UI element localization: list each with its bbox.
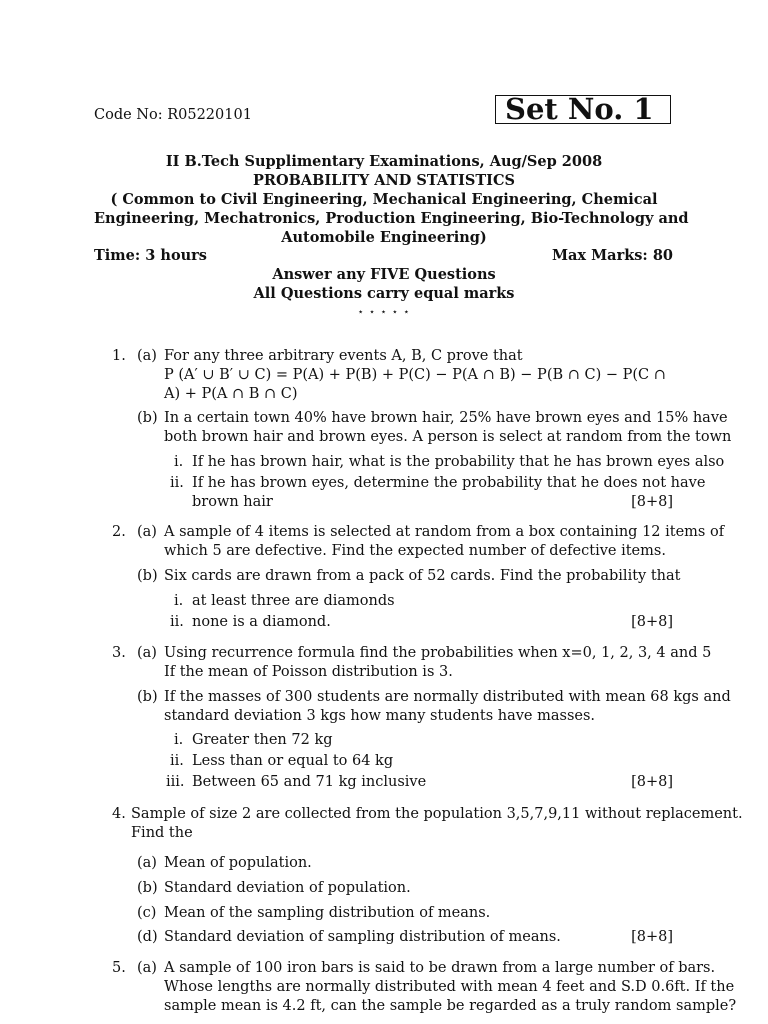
q4-line-1: Sample of size 2 are collected from the population 3,5,7,9,11 without replacement. xyxy=(131,806,743,822)
q5-a-line-3: sample mean is 4.2 ft, can the sample be regarded as a truly random sample? xyxy=(164,998,737,1014)
q1-b-line-1: In a certain town 40% have brown hair, 25% have brown eyes and 15% have xyxy=(164,410,728,426)
q4-c-label: (c) xyxy=(137,905,157,921)
q1-a-line-3: A) + P(A ∩ B ∩ C) xyxy=(164,386,298,402)
instruction-1: Answer any FIVE Questions xyxy=(272,266,496,283)
q1-b-line-2: both brown hair and brown eyes. A person is select at random from the town xyxy=(164,429,732,445)
q2-b-line-1: Six cards are drawn from a pack of 52 cards. Find the probability that xyxy=(164,568,681,584)
q3-b-label: (b) xyxy=(137,689,158,705)
q1-a-line-1: For any three arbitrary events A, B, C prove that xyxy=(164,348,523,364)
common-line-2: Engineering, Mechatronics, Production Engineering, Bio-Technology and xyxy=(94,210,689,227)
q5-number: 5. xyxy=(112,960,126,976)
q4-d-label: (d) xyxy=(137,929,158,945)
q1-a-line-2: P (A′ ∪ B′ ∪ C) = P(A) + P(B) + P(C) − P(A ∩ B) − P(B ∩ C) − P(C ∩ xyxy=(164,367,666,383)
q2-a-line-2: which 5 are defective. Find the expected number of defective items. xyxy=(164,543,666,559)
common-line-3: Automobile Engineering) xyxy=(281,229,487,246)
set-number-label: Set No. 1 xyxy=(505,92,654,126)
q4-d-text: Standard deviation of sampling distribution of means. xyxy=(164,929,561,945)
q3-a-line-1: Using recurrence formula find the probabilities when x=0, 1, 2, 3, 4 and 5 xyxy=(164,645,712,661)
q3-b-line-2: standard deviation 3 kgs how many students have masses. xyxy=(164,708,596,724)
common-line-1: ( Common to Civil Engineering, Mechanical Engineering, Chemical xyxy=(110,191,658,208)
q3-b-ii-text: Less than or equal to 64 kg xyxy=(192,753,394,769)
q4-line-2: Find the xyxy=(131,825,193,841)
q3-a-line-2: If the mean of Poisson distribution is 3. xyxy=(164,664,453,680)
q1-marks: [8+8] xyxy=(631,494,673,510)
code-number: Code No: R05220101 xyxy=(94,107,252,123)
q4-a-label: (a) xyxy=(137,855,157,871)
q5-a-line-1: A sample of 100 iron bars is said to be drawn from a large number of bars. xyxy=(164,960,716,976)
q1-number: 1. xyxy=(112,348,126,364)
time-label: Time: 3 hours xyxy=(94,247,207,264)
q4-c-text: Mean of the sampling distribution of means. xyxy=(164,905,491,921)
q2-a-line-1: A sample of 4 items is selected at random from a box containing 12 items of xyxy=(164,524,725,540)
q4-marks: [8+8] xyxy=(631,929,673,945)
max-marks-label: Max Marks: 80 xyxy=(551,247,673,264)
q1-a-label: (a) xyxy=(137,348,157,364)
q3-number: 3. xyxy=(112,645,126,661)
star-separator: ⋆ ⋆ ⋆ ⋆ ⋆ xyxy=(357,307,411,318)
q3-marks: [8+8] xyxy=(631,774,673,790)
q2-number: 2. xyxy=(112,524,126,540)
q2-b-i-label: i. xyxy=(174,593,184,609)
q1-b-ii-line-2: brown hair xyxy=(192,494,273,510)
q5-a-line-2: Whose lengths are normally distributed with mean 4 feet and S.D 0.6ft. If the xyxy=(164,979,735,995)
q4-b-text: Standard deviation of population. xyxy=(164,880,411,896)
q1-b-i-label: i. xyxy=(174,454,184,470)
q3-b-i-text: Greater then 72 kg xyxy=(192,732,333,748)
q3-b-iii-label: iii. xyxy=(166,774,185,790)
q2-a-label: (a) xyxy=(137,524,157,540)
q3-b-ii-label: ii. xyxy=(170,753,184,769)
q2-b-label: (b) xyxy=(137,568,158,584)
q2-b-ii-label: ii. xyxy=(170,614,184,630)
subject-title: PROBABILITY AND STATISTICS xyxy=(253,172,515,189)
q5-a-label: (a) xyxy=(137,960,157,976)
q4-b-label: (b) xyxy=(137,880,158,896)
q3-a-label: (a) xyxy=(137,645,157,661)
q1-b-ii-line-1: If he has brown eyes, determine the probability that he does not have xyxy=(192,475,706,491)
q4-number: 4. xyxy=(112,806,126,822)
instruction-2: All Questions carry equal marks xyxy=(253,285,515,302)
q1-b-i-text: If he has brown hair, what is the probability that he has brown eyes also xyxy=(192,454,725,470)
q4-a-text: Mean of population. xyxy=(164,855,312,871)
q1-b-label: (b) xyxy=(137,410,158,426)
q2-b-ii-text: none is a diamond. xyxy=(192,614,331,630)
q3-b-iii-text: Between 65 and 71 kg inclusive xyxy=(192,774,427,790)
exam-title: II B.Tech Supplimentary Examinations, Aug/Sep 2008 xyxy=(165,153,603,170)
q2-b-i-text: at least three are diamonds xyxy=(192,593,395,609)
q3-b-line-1: If the masses of 300 students are normally distributed with mean 68 kgs and xyxy=(164,689,731,705)
q1-b-ii-label: ii. xyxy=(170,475,184,491)
q3-b-i-label: i. xyxy=(174,732,184,748)
q2-marks: [8+8] xyxy=(631,614,673,630)
